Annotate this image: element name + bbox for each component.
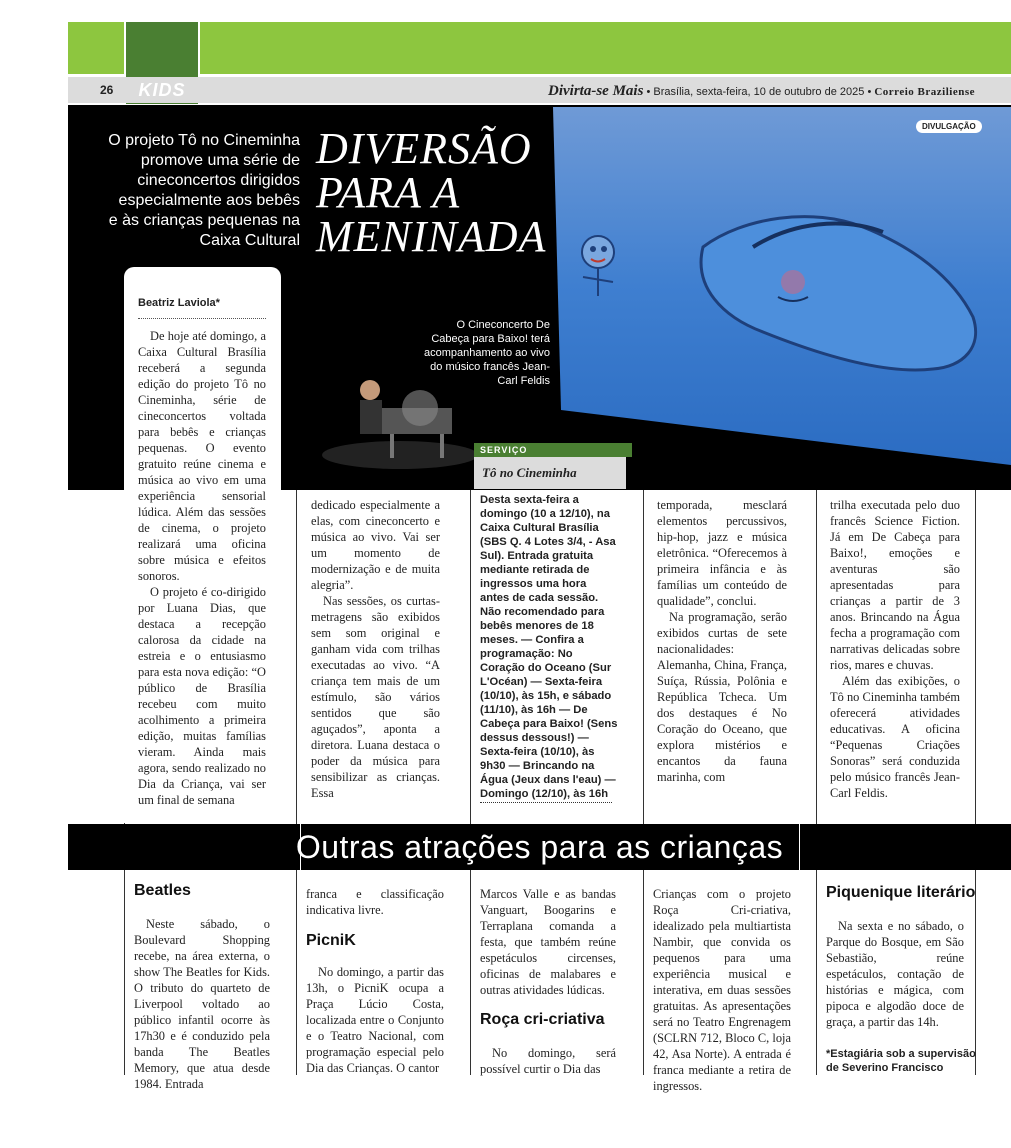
header-green-block-left — [68, 22, 124, 74]
piquenique-title: Piquenique literário — [826, 884, 976, 901]
headline-line-1: DIVERSÃO — [316, 124, 532, 173]
column-rule — [470, 870, 471, 1075]
paragraph: Neste sábado, o Boulevard Shopping recebe, na área externa, o show The Beatles for Kids. O tributo do quarteto de Liverpool voltado ao público infantil ocorre às 17h30 e é conduzido pela banda The Beatles Memory, que atua desde 1984. Entrada — [134, 917, 270, 1091]
service-text: Desta sexta-feira a domingo (10 a 12/10), na Caixa Cultural Brasília (SBS Q. 4 Lotes 3/4, - Asa Sul). Entrada gratuita mediante retirada de ingressos uma hora antes de cada sessão. Não recomendado para bebês menores de 18 meses. — Confira a programação: No Coração do Oceano (Sur L'Océan) — Sexta-feira (10/10), às 15h, e sábado (11/10), às 16h — De Cabeça para Baixo! (Sens dessus dessous!) — Sexta-feira (10/10), às 9h30 — Brincando na Água (Jeux dans l'eau) — Domingo (12/10), às 16h — [480, 494, 618, 800]
paragraph: Marcos Valle e as bandas Vanguart, Boogarins e Terraplana comanda a festa, que também reúne espetáculos circenses, oficinas de malabares e outras atividades lúdicas. — [480, 887, 616, 997]
paragraph: Nas sessões, os curtas-metragens são exibidos sem som original e ganham vida com trilhas executadas ao vivo. “A criança tem mais de um estímulo, são vários sentidos que são aguçados”, aponta a diretora. Luana destaca o poder da música para sensibilizar as crianças. Essa — [311, 594, 440, 800]
paragraph: temporada, mesclará elementos percussivos, hip-hop, jazz e música eletrônica. “Oferecemos à primeira infância e às famílias um conteúdo de qualidade”, conclui. — [657, 498, 787, 608]
roca-text — [480, 1045, 616, 1077]
article-column-1 — [138, 328, 266, 808]
roca-continued — [653, 886, 791, 1094]
article-column-4 — [657, 497, 787, 785]
paragraph: Na programação, serão exibidos curtas de sete nacionalidades: Alemanha, China, França, Suíça, Rússia, Polônia e República Tcheca. Um dos destaques é No Coração do Oceano, que explora mistérios e encantos da fauna marinha, com — [657, 610, 787, 784]
service-label: SERVIÇO — [474, 443, 632, 457]
paragraph: Crianças com o projeto Roça Cri-criativa, idealizado pela multiartista Nambir, que convida os pequenos para uma experiência musical e interativa, em duas sessões gratuitas. As apresentações será no Teatro Engrenagem (SCLRN 712, Bloco C, loja 42, Asa Norte). A entrada é franca mediante a retira de ingressos. — [653, 887, 791, 1093]
headline — [316, 124, 547, 261]
column-rule — [816, 490, 817, 824]
supplement-name: Divirta-se Mais — [548, 83, 644, 99]
column-rule — [296, 490, 297, 824]
article-column-2 — [311, 497, 440, 801]
paragraph: O projeto é co-dirigido por Luana Dias, que destaca a recepção calorosa da cidade na estreia e o entusiasmo para esta nova edição: “O público de Brasília recebeu com muito acolhimento a primeira edição, muitas famílias vieram. Ainda mais agora, sendo realizado no Dia da Criança, vai ser um final de semana — [138, 585, 266, 807]
author-byline: Beatriz Laviola* — [138, 297, 220, 309]
photo-caption: O Cineconcerto De Cabeça para Baixo! terá acompanhamento ao vivo do músico francês Jean-Carl Feldis — [424, 319, 550, 387]
column-rule — [816, 870, 817, 1075]
picnik-text — [306, 964, 444, 1076]
headline-line-3: MENINADA — [316, 212, 547, 261]
roca-title: Roça cri-criativa — [480, 1011, 605, 1028]
column-rule — [124, 870, 125, 1075]
paragraph: No domingo, será possível curtir o Dia das — [480, 1046, 616, 1076]
footnote: *Estagiária sob a supervisão de Severino Francisco — [826, 1048, 976, 1074]
byline-divider — [138, 318, 266, 319]
piquenique-text — [826, 918, 964, 1030]
paragraph: dedicado especialmente a elas, com cineconcerto e música ao vivo. Vai ser um momento de modernização e de muita alegria”. — [311, 498, 440, 592]
section-label: KIDS — [138, 79, 186, 100]
header-green-block-right — [200, 22, 1011, 74]
dateline: Brasília, sexta-feira, 10 de outubro de 2025 — [653, 86, 865, 98]
service-title: Tô no Cineminha — [474, 457, 626, 489]
beatles-text — [134, 916, 270, 1092]
picnik-column — [306, 886, 444, 918]
headline-line-2: PARA A — [316, 168, 461, 217]
column-rule — [643, 490, 644, 824]
service-divider — [480, 802, 612, 803]
column-rule — [470, 490, 471, 824]
column-rule — [296, 870, 297, 1075]
paragraph: De hoje até domingo, a Caixa Cultural Brasília receberá a segunda edição do projeto Tô no Cineminha, série de cineconcertos voltada para bebês e crianças pequenas. O evento gratuito reúne cinema e música ao vivo em uma experiência sensorial lúdica. Além das sessões de cinema, o projeto realizará uma oficina sobre música e efeitos sonoros. — [138, 329, 266, 583]
beatles-title: Beatles — [134, 882, 191, 899]
photo-credit: DIVULGAÇÃO — [916, 120, 982, 133]
paragraph: trilha executada pelo duo francês Science Fiction. Já em De Cabeça para Baixo!, emoções e aventuras são apresentadas para crianças a partir de 3 anos. Brincando na Água fecha a programação com narrativas delicadas sobre rios, mares e chuvas. — [830, 498, 960, 672]
paragraph: Além das exibições, o Tô no Cineminha também oferecerá atividades educativas. A oficina “Pequenas Criações Sonoras” será conduzida pelo músico francês Jean-Carl Feldis. — [830, 674, 960, 800]
column-rule — [643, 870, 644, 1075]
article-column-5 — [830, 497, 960, 801]
cartoon-photo — [553, 107, 1011, 490]
paragraph: Na sexta e no sábado, o Parque do Bosque, em São Sebastião, reúne espetáculos, contação de histórias e mágica, com pipoca e algodão doce de graça, a partir das 14h. — [826, 919, 964, 1029]
roca-column — [480, 886, 616, 998]
paragraph: No domingo, a partir das 13h, o PicniK ocupa a Praça Lúcio Costa, localizada entre o Conjunto e o Teatro Nacional, com programação especial pelo Dia das Crianças. O cantor — [306, 965, 444, 1075]
running-head: Divirta-se Mais • Brasília, sexta-feira, 10 de outubro de 2025 • Correio Braziliense — [548, 83, 975, 99]
column-rule — [975, 490, 976, 824]
section-band-title: Outras atrações para as crianças — [295, 829, 784, 865]
page-number: 26 — [100, 83, 114, 97]
picnik-title: PicniK — [306, 932, 356, 949]
paragraph: franca e classificação indicativa livre. — [306, 887, 444, 917]
hero-subtitle: O projeto Tô no Cineminha promove uma série de cineconcertos dirigidos especialmente aos bebês e às crianças pequenas na Caixa Cultural — [108, 132, 300, 249]
newspaper-name: Correio Braziliense — [874, 86, 975, 98]
